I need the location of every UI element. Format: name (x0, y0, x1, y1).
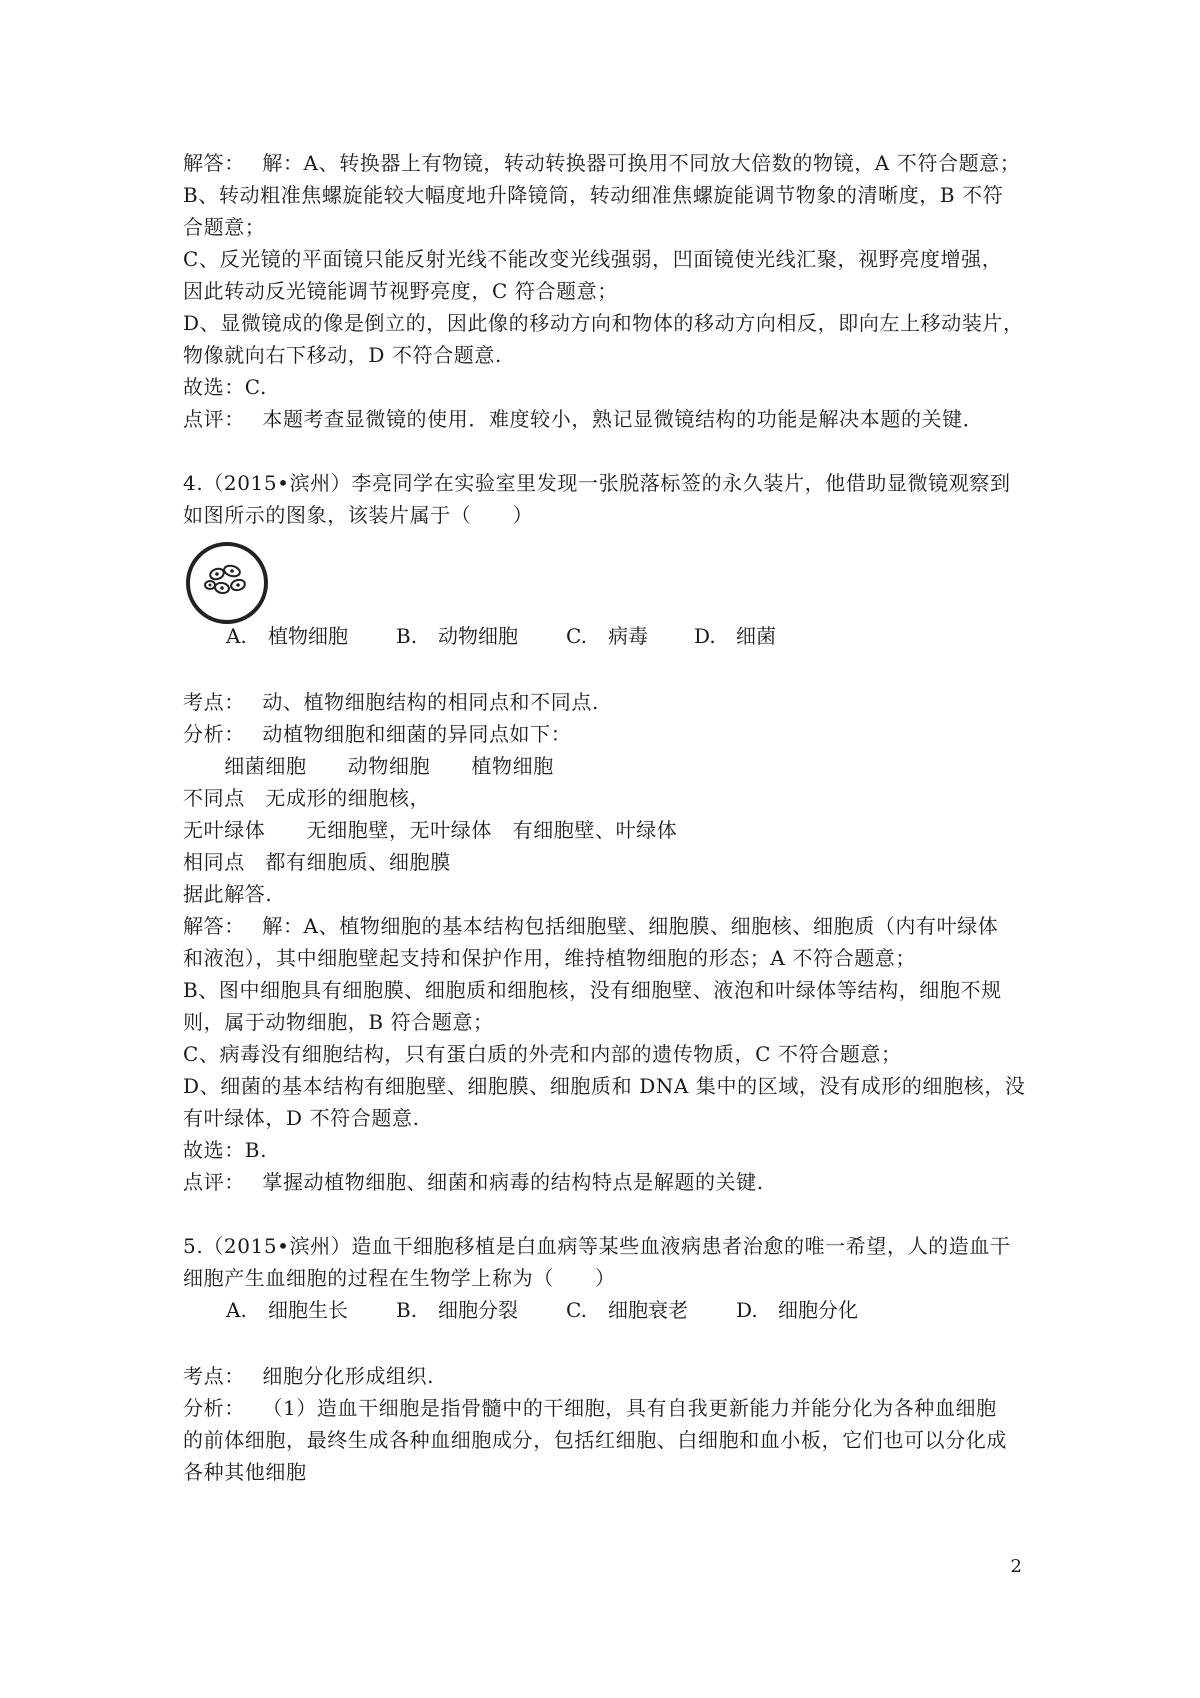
option-d-text: 细胞分化 (778, 1298, 858, 1322)
option-a-letter: A. (226, 1298, 247, 1322)
microscope-view-figure (184, 540, 270, 626)
page-number: 2 (1010, 1556, 1022, 1577)
answer-text-line: B、转动粗准焦螺旋能较大幅度地升降镜筒，转动细准焦螺旋能调节物象的清晰度，B 不符 (183, 183, 1004, 207)
option-c-text: 病毒 (608, 624, 648, 648)
analysis-line: 不同点 无成形的细胞核， (183, 786, 431, 810)
option-b-text: 动物细胞 (438, 624, 518, 648)
knowledge-point-line: 考点： 细胞分化形成组织. (183, 1364, 435, 1388)
option-c-text: 细胞衰老 (608, 1298, 688, 1322)
option-b-text: 细胞分裂 (438, 1298, 518, 1322)
answer-text-line: 因此转动反光镜能调节视野亮度，C 符合题意； (183, 279, 618, 303)
answer-text-line: 则，属于动物细胞，B 符合题意； (183, 1010, 494, 1034)
option-d-text: 细菌 (736, 624, 776, 648)
analysis-line: 分析： 动植物细胞和细菌的异同点如下： (183, 722, 572, 746)
cell-nucleus (215, 572, 219, 576)
cell-nucleus (230, 569, 234, 573)
option-a-text: 细胞生长 (268, 1298, 348, 1322)
answer-text-line: C、病毒没有细胞结构，只有蛋白质的外壳和内部的遗传物质，C 不符合题意； (183, 1042, 902, 1066)
analysis-line: 的前体细胞，最终生成各种血细胞成分，包括红细胞、白细胞和血小板，它们也可以分化成 (183, 1428, 1007, 1452)
option-b-letter: B. (396, 1298, 418, 1322)
answer-text-line: 物像就向右下移动，D 不符合题意. (183, 343, 502, 367)
question-4-stem: 4.（2015•滨州）李亮同学在实验室里发现一张脱落标签的永久装片，他借助显微镜观察到 (183, 471, 1011, 495)
option-a-text: 植物细胞 (268, 624, 348, 648)
option-b-letter: B. (396, 624, 418, 648)
cell-nucleus (220, 586, 224, 590)
cell-nucleus (209, 584, 212, 587)
analysis-line: 无叶绿体 无细胞壁，无叶绿体 有细胞壁、叶绿体 (183, 818, 678, 842)
option-d-letter: D. (736, 1298, 758, 1322)
answer-choice-line: 故选：C. (183, 375, 267, 399)
option-d-letter: D. (694, 624, 716, 648)
field-of-view-circle (188, 544, 266, 622)
answer-text-line: 和液泡），其中细胞壁起支持和保护作用，维持植物细胞的形态；A 不符合题意； (183, 946, 916, 970)
question-5-stem: 5.（2015•滨州）造血干细胞移植是白血病等某些血液病患者治愈的唯一希望，人的造血干 (183, 1234, 1011, 1258)
analysis-line: 各种其他细胞 (183, 1460, 307, 1484)
answer-text-line: 有叶绿体，D 不符合题意. (183, 1106, 420, 1130)
answer-text-line: 解答： 解：A、转换器上有物镜，转动转换器可换用不同放大倍数的物镜，A 不符合题意； (183, 151, 1021, 175)
analysis-line: 分析： （1）造血干细胞是指骨髓中的干细胞，具有自我更新能力并能分化为各种血细胞 (183, 1396, 997, 1420)
analysis-line: 据此解答. (183, 882, 273, 906)
option-c-letter: C. (566, 624, 587, 648)
answer-text-line: 解答： 解：A、植物细胞的基本结构包括细胞壁、细胞膜、细胞核、细胞质（内有叶绿体 (183, 914, 999, 938)
comment-line: 点评： 掌握动植物细胞、细菌和病毒的结构特点是解题的关键. (183, 1170, 764, 1194)
analysis-line: 细菌细胞 动物细胞 植物细胞 (183, 754, 554, 778)
answer-text-line: D、显微镜成的像是倒立的，因此像的移动方向和物体的移动方向相反，即向左上移动装片， (183, 311, 1024, 335)
answer-text-line: D、细菌的基本结构有细胞壁、细胞膜、细胞质和 DNA 集中的区域，没有成形的细胞核，没 (183, 1074, 1026, 1098)
answer-choice-line: 故选：B. (183, 1138, 268, 1162)
answer-text-line: B、图中细胞具有细胞膜、细胞质和细胞核，没有细胞壁、液泡和叶绿体等结构，细胞不规 (183, 978, 1002, 1002)
answer-text-line: C、反光镜的平面镜只能反射光线不能改变光线强弱，凹面镜使光线汇聚，视野亮度增强， (183, 247, 1003, 271)
option-c-letter: C. (566, 1298, 587, 1322)
knowledge-point-line: 考点： 动、植物细胞结构的相同点和不同点. (183, 690, 599, 714)
question-4-stem: 如图所示的图象，该装片属于（ ） (183, 503, 534, 527)
cell-nucleus (236, 583, 240, 587)
question-5-stem: 细胞产生血细胞的过程在生物学上称为（ ） (183, 1266, 616, 1290)
comment-line: 点评： 本题考查显微镜的使用．难度较小，熟记显微镜结构的功能是解决本题的关键． (183, 407, 984, 431)
option-a-letter: A. (226, 624, 247, 648)
analysis-line: 相同点 都有细胞质、细胞膜 (183, 850, 451, 874)
answer-text-line: 合题意； (183, 215, 266, 239)
